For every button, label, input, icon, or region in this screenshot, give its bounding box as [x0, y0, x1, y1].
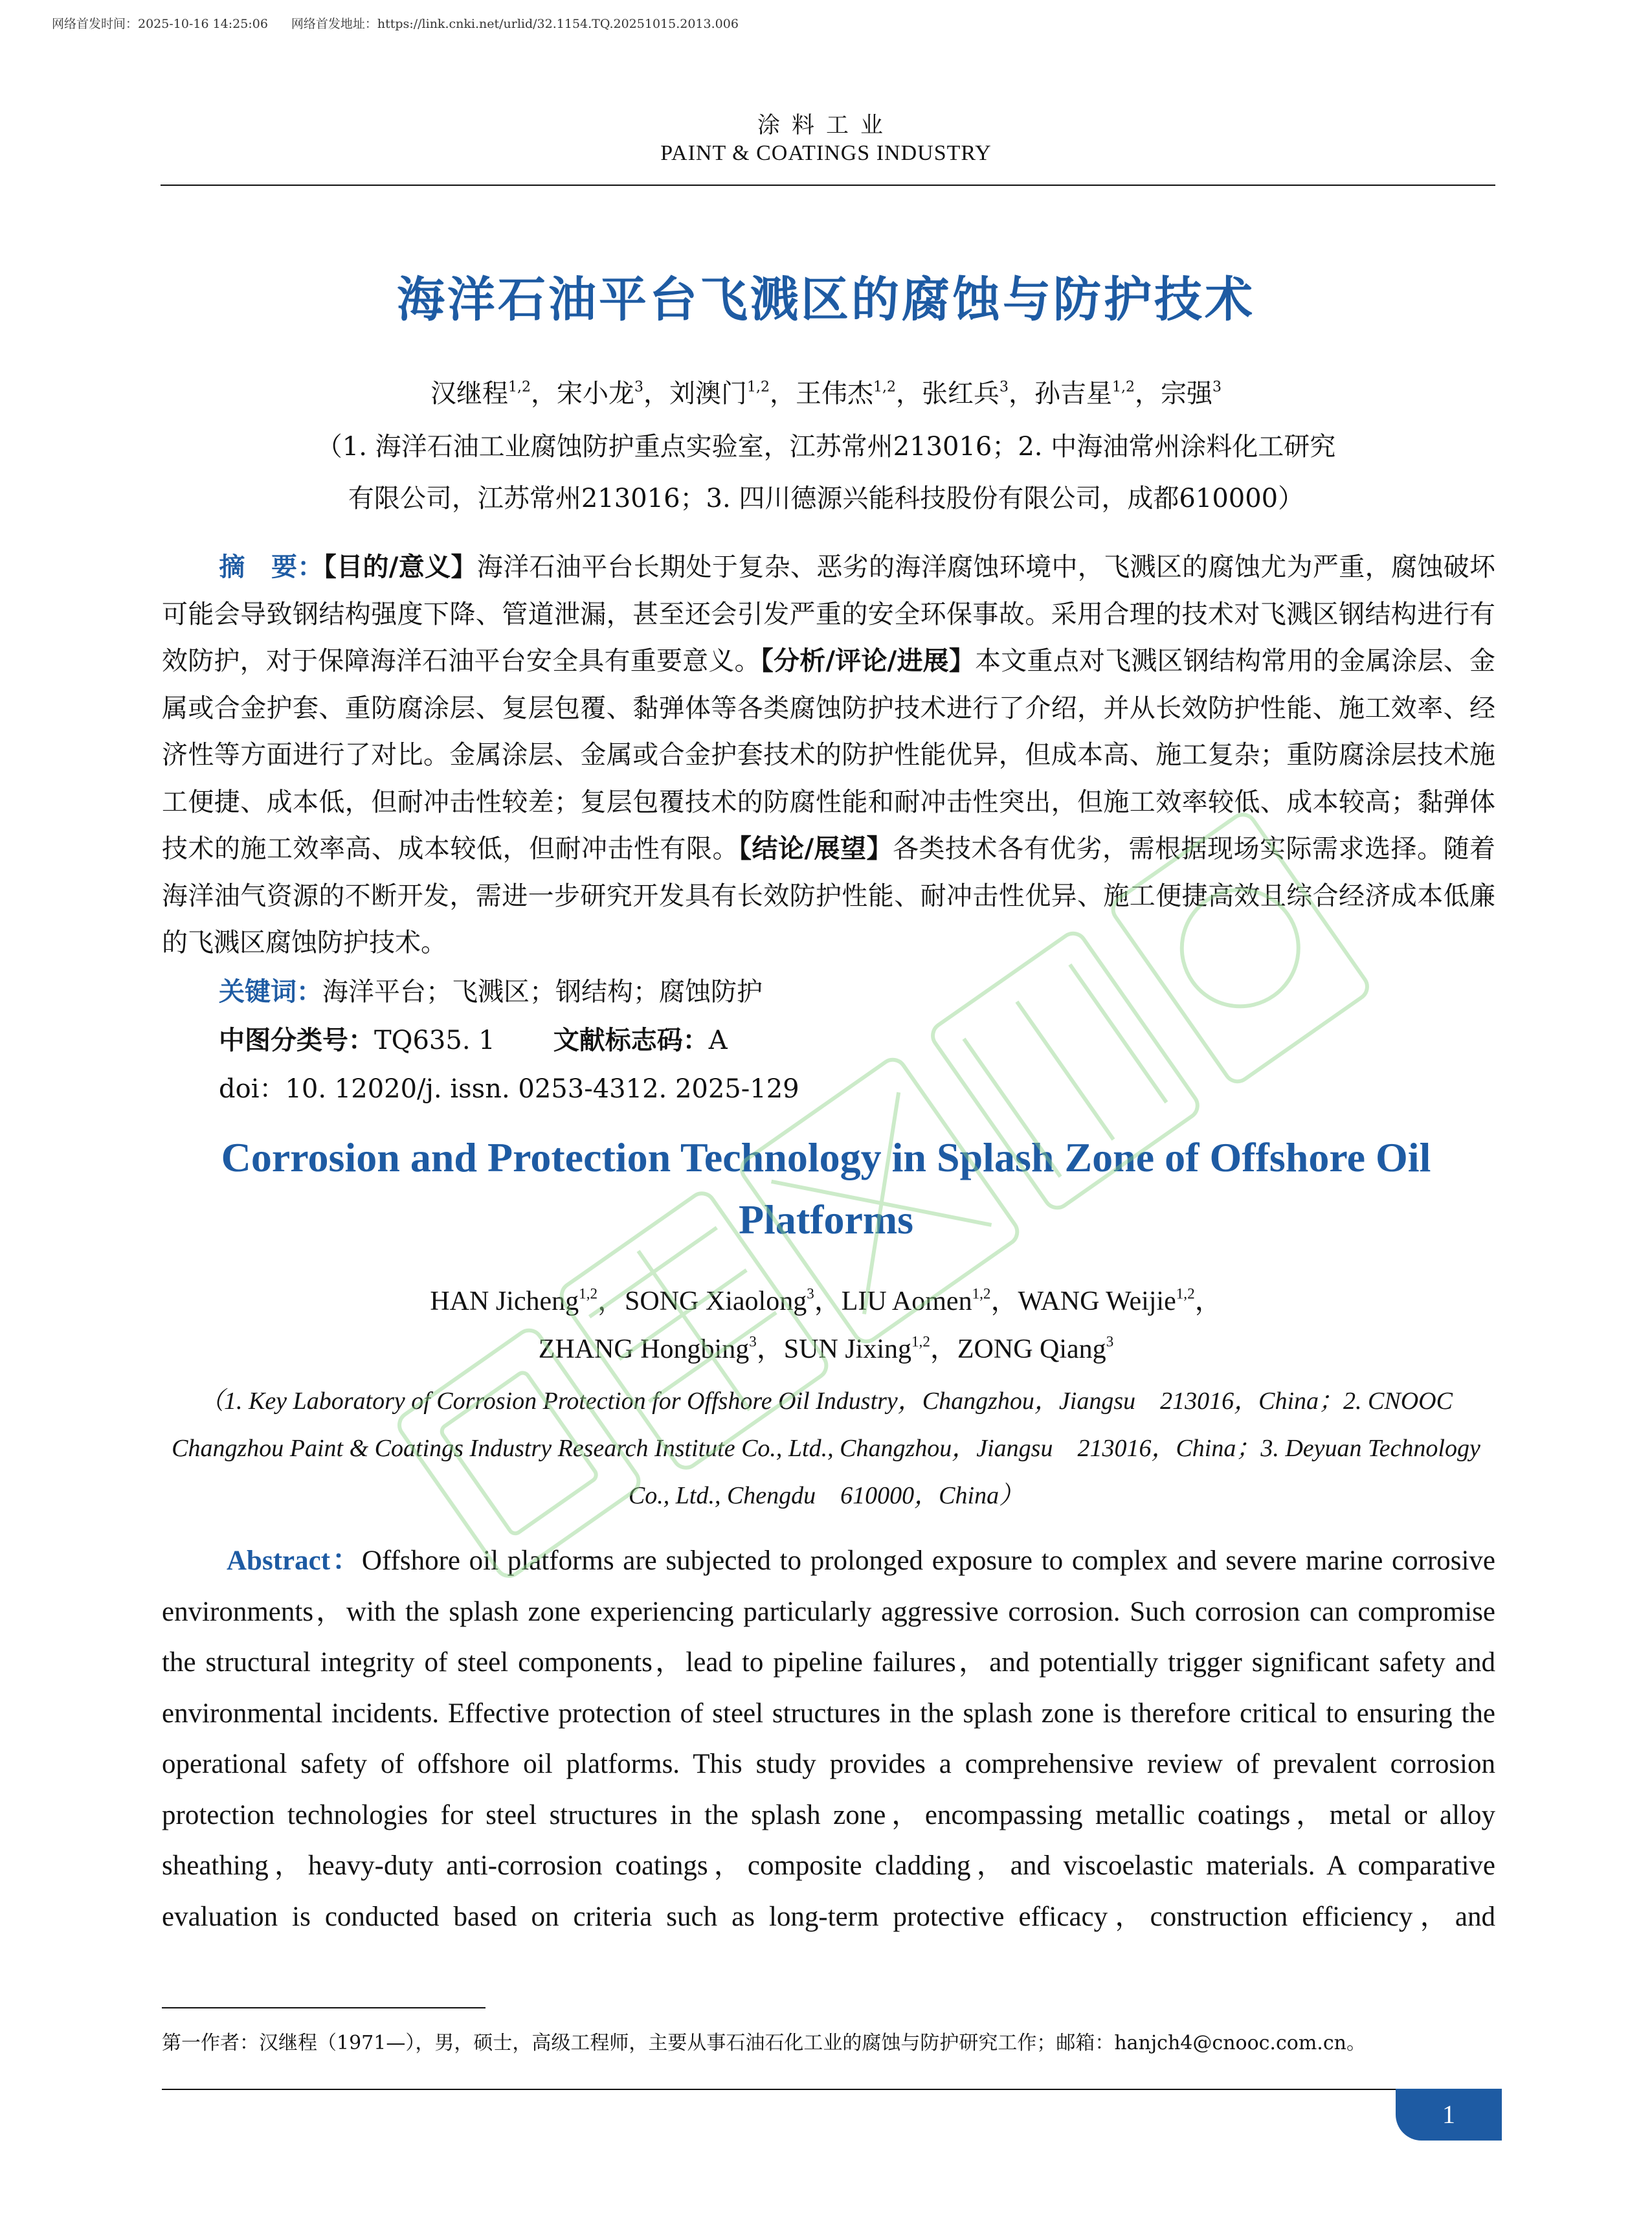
author-affiliation-mark: 3 [634, 379, 643, 396]
author-affiliation-mark: 1,2 [747, 379, 770, 396]
authors-cn [0, 373, 1652, 410]
author-name: WANG Weijie$^{1,2}$ [1018, 1285, 1195, 1316]
author-affiliation-mark: 3 [749, 1332, 757, 1350]
title-cn: 海洋石油平台飞溅区的腐蚀与防护技术 [397, 272, 1255, 328]
doi: doi：10. 12020/j. issn. 0253-4312. 2025-129 [219, 1074, 799, 1104]
author-separator: ， [643, 379, 669, 409]
author-name: 王伟杰$^{1,2}$ [796, 379, 896, 409]
author-affiliation-mark: 1,2 [972, 1285, 991, 1302]
author-separator: ， [756, 1334, 784, 1364]
abstract-en-label: Abstract： [227, 1546, 362, 1576]
author-separator: ， [1009, 379, 1034, 409]
online-first-time: 网络首发时间：2025-10-16 14:25:06 [52, 17, 268, 31]
author-affiliation-mark: 1,2 [873, 379, 896, 396]
author-name: 汉继程$^{1,2}$ [430, 379, 531, 409]
author-affiliation-mark: 1,2 [579, 1285, 598, 1302]
author-separator: ， [597, 1287, 625, 1316]
author-separator: ， [1135, 379, 1161, 409]
abstract-cn-tag-analysis: 【分析/评论/进展】 [760, 646, 976, 676]
author-separator: ， [770, 379, 796, 409]
abstract-en [162, 1536, 1495, 1942]
affiliations-cn-line-2: 有限公司，江苏常州213016；3. 四川德源兴能科技股份有限公司，成都610000） [348, 484, 1304, 513]
affiliations-cn-line-1: （1. 海洋石油工业腐蚀防护重点实验室，江苏常州213016；2. 中海油常州涂料化工研究 [316, 432, 1336, 462]
author-affiliation-mark: 3 [807, 1285, 814, 1302]
abstract-cn-text-conclusion: 各类技术各有优劣，需根据现场实际需求选择。随着海洋油气资源的不断开发，需进一步研究开发具有长效防护性能、耐冲击性优异、施工便捷高效且综合经济成本低廉的飞溅区腐蚀防护技术。 [162, 834, 1496, 958]
abstract-cn [162, 544, 1495, 967]
authors-en-line-2 [0, 1327, 1652, 1366]
abstract-cn-tag-conclusion: 【结论/展望】 [738, 834, 893, 864]
author-name: 宗强$^3$ [1161, 379, 1222, 409]
author-name: HAN Jicheng$^{1,2}$ [430, 1285, 598, 1316]
author-affiliation-mark: 1,2 [508, 379, 531, 396]
keywords-line [219, 971, 763, 1008]
clc-value: TQ635. 1 [374, 1026, 495, 1055]
author-name: 孙吉星$^{1,2}$ [1034, 379, 1135, 409]
author-separator: ， [814, 1287, 842, 1316]
abstract-en-text: Offshore oil platforms are subjected to prolonged exposure to complex and severe marine corrosive environments，with the splash zone experiencing particularly aggressive corrosion. Such corrosion can compromise the structural integrity of steel components，lead to pipeline failures，and potentially trigger significant safety and environmental incidents. Effective protection of steel structures in the splash zone is therefore critical to ensuring the operational safety of offshore oil platforms. This study provides a comprehensive review of prevalent corrosion protection technologies for steel structures in the splash zone，encompassing metallic coatings，metal or alloy sheathing，heavy-duty anti-corrosion coatings，composite cladding，and viscoelastic materials. A comparative evaluation is conducted based on criteria such as long-term protective efficacy，construction efficiency，and [162, 1546, 1495, 1932]
author-name: 张红兵$^3$ [922, 379, 1009, 409]
abstract-cn-text-purpose: 海洋石油平台长期处于复杂、恶劣的海洋腐蚀环境中，飞溅区的腐蚀尤为严重，腐蚀破坏可能会导致钢结构强度下降、管道泄漏，甚至还会引发严重的安全环保事故。采用合理的技术对飞溅区钢结构进行有效防护，对于保障海洋石油平台安全具有重要意义。 [162, 552, 1496, 676]
authors-en-line-1: HAN Jicheng$^{1,2}$，SONG Xiaolong$^3$，LIU Aomen$^{1,2}$，WANG Weijie$^{1,2}$， [430, 1285, 1222, 1316]
author-affiliation-mark: 3 [999, 379, 1009, 396]
author-separator: ， [930, 1334, 957, 1364]
author-name: 刘澳门$^{1,2}$ [669, 379, 770, 409]
author-affiliation-mark: 1,2 [1176, 1285, 1195, 1302]
footer-rule [162, 2089, 1396, 2090]
clc-label: 中图分类号： [219, 1026, 374, 1055]
author-separator: ， [531, 379, 557, 409]
author-name: 宋小龙$^3$ [557, 379, 643, 409]
journal-name-en: PAINT & COATINGS INDUSTRY [660, 141, 992, 165]
journal-name-cn: 涂料工业 [757, 113, 895, 139]
author-name: ZHANG Hongbing$^3$ [538, 1332, 757, 1364]
author-affiliation-mark: 3 [1106, 1332, 1114, 1350]
author-affiliation-mark: 3 [1212, 379, 1222, 396]
online-first-info [52, 14, 762, 32]
keywords-value: 海洋平台；飞溅区；钢结构；腐蚀防护 [322, 977, 763, 1007]
abstract-cn-label: 摘 要： [219, 552, 324, 582]
online-first-address: 网络首发地址：https://link.cnki.net/urlid/32.1154.TQ.20251015.2013.006 [291, 17, 739, 31]
author-name: ZONG Qiang$^3$ [957, 1332, 1114, 1364]
classification-line [219, 1020, 728, 1057]
title-en: Corrosion and Protection Technology in Splash Zone of Offshore Oil Platforms [221, 1134, 1431, 1242]
footnote-rule [162, 2007, 486, 2008]
author-name: LIU Aomen$^{1,2}$ [841, 1285, 991, 1316]
doc-code-value: A [708, 1026, 728, 1055]
author-name: SONG Xiaolong$^3$ [625, 1285, 814, 1316]
abstract-cn-tag-purpose: 【目的/意义】 [323, 552, 477, 582]
author-affiliation-mark: 1,2 [1112, 379, 1135, 396]
abstract-cn-text-analysis: 本文重点对飞溅区钢结构常用的金属涂层、金属或合金护套、重防腐涂层、复层包覆、黏弹体等各类腐蚀防护技术进行了介绍，并从长效防护性能、施工效率、经济性等方面进行了对比。金属涂层、金属或合金护套技术的防护性能优异，但成本高、施工复杂；重防腐涂层技术施工便捷、成本低，但耐冲击性较差；复层包覆技术的防腐性能和耐冲击性突出，但施工效率较低、成本较高；黏弹体技术的施工效率高、成本较低，但耐冲击性有限。 [162, 646, 1496, 864]
doc-code-label: 文献标志码： [553, 1026, 709, 1055]
first-author-footnote: 第一作者：汉继程（1971—），男，硕士，高级工程师，主要从事石油石化工业的腐蚀与防护研究工作；邮箱：hanjch4@cnooc.com.cn。 [162, 2032, 1366, 2054]
affiliations-en: （1. Key Laboratory of Corrosion Protection for Offshore Oil Industry，Changzhou，Jiangsu 213016，China；2. CNOOC Changzhou Paint & Coatings Industry Research Institute Co., Ltd., Changzhou，Jiangsu 213016，China；3. Deyuan Technology Co., Ltd., Chengdu 610000，China） [172, 1388, 1480, 1509]
author-separator: ， [896, 379, 922, 409]
author-affiliation-mark: 1,2 [911, 1332, 930, 1350]
author-name: SUN Jixing$^{1,2}$ [783, 1332, 930, 1364]
page-number: 1 [1396, 2089, 1502, 2141]
author-separator: ， [990, 1287, 1018, 1316]
keywords-label: 关键词： [219, 977, 322, 1007]
header-rule [161, 185, 1495, 186]
